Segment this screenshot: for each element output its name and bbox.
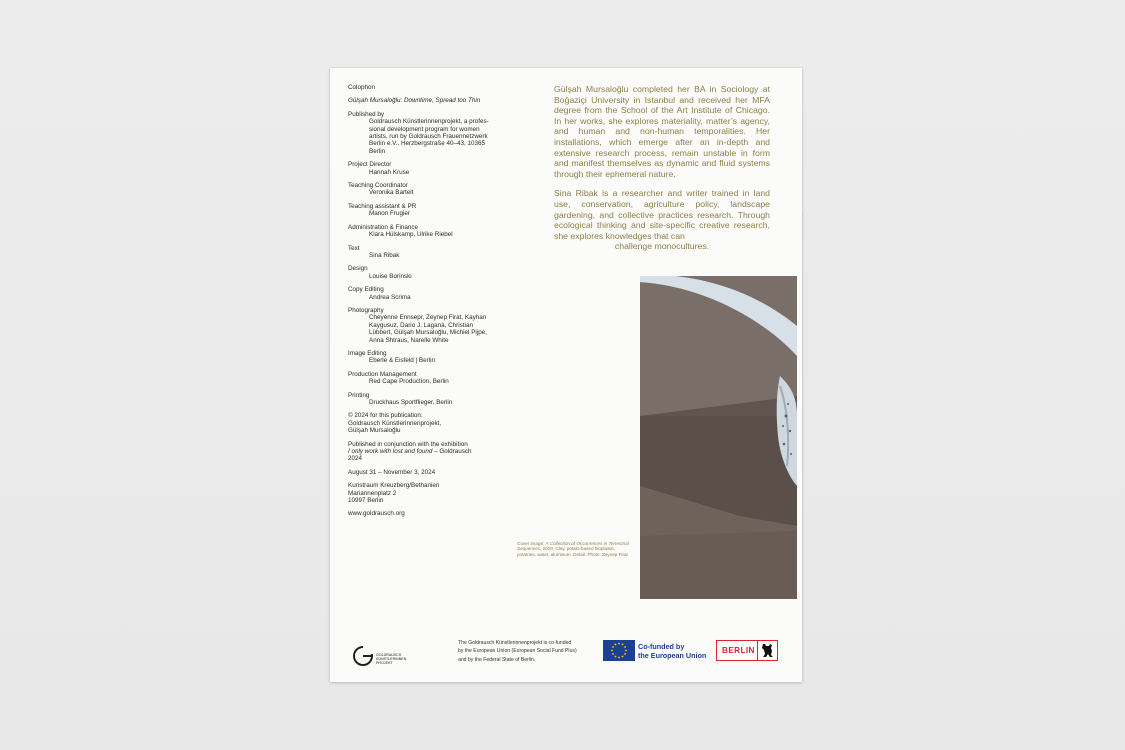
funding-line: by the European Union (European Social Fund Plus)	[458, 648, 577, 655]
credit-name: Eberle & Eisfeld | Berlin	[369, 357, 436, 365]
credit-entry	[348, 286, 508, 301]
venue-line: Kunstraum Kreuzberg/Bethanien	[348, 482, 440, 490]
eu-label-line: the European Union	[638, 651, 707, 660]
artwork-photo-image	[640, 276, 797, 599]
eu-star	[622, 644, 624, 646]
eu-star	[615, 644, 617, 646]
eu-star	[624, 653, 626, 655]
venue-line: Mariannenplatz 2	[348, 489, 397, 497]
credit-role: Administration & Finance	[348, 223, 418, 231]
eu-star	[611, 650, 613, 652]
exhibition-dates: August 31 – November 3, 2024	[348, 468, 436, 476]
exhibition-title: I only work with lost and found	[348, 448, 433, 456]
writer-bio: Sina Ribak is a researcher and writer trained in land use, conservation, agriculture policy, landscape gardening, and collective practices research. Through ecological thinking and site-specific creative research, she explores knowledges that can challenge monocultures.	[554, 188, 770, 252]
eu-flag-icon	[603, 640, 635, 661]
credit-name: Kaygusuz, Dario J. Laganà, Christian	[369, 321, 473, 329]
credit-entry	[348, 307, 508, 344]
credit-role: Teaching Coordinator	[348, 182, 408, 190]
biography-text	[554, 84, 770, 261]
eu-star	[612, 653, 614, 655]
eu-star	[615, 656, 617, 658]
eu-star	[624, 646, 626, 648]
credit-name: Klara Hülskamp, Ulrike Riebel	[369, 231, 453, 239]
credit-role: Design	[348, 265, 368, 273]
credit-name: Anna Shtraus, Narelle White	[369, 336, 449, 344]
credit-name: Louise Borinski	[369, 272, 412, 280]
credit-name: Manon Frugier	[369, 210, 410, 218]
credit-name: Cheyenne Ennsepr, Zeynep Firat, Kayhan	[369, 314, 487, 322]
eu-star	[622, 656, 624, 658]
credit-entry	[348, 392, 508, 407]
artwork-photo	[640, 276, 797, 599]
credit-role: Image Editing	[348, 349, 387, 357]
venue-line: 10997 Berlin	[348, 497, 384, 505]
credit-entry	[348, 265, 508, 280]
credit-role: Copy Editing	[348, 286, 384, 294]
credits-list	[348, 161, 508, 406]
credit-role: Photography	[348, 306, 384, 314]
publisher-text	[348, 118, 508, 155]
credit-name: Druckhaus Sportflieger, Berlin	[369, 399, 453, 406]
logo-line-3: PROJEKT	[376, 661, 393, 665]
publisher-line: Berlin	[369, 147, 386, 155]
copyright-line: Goldrausch Künstlerinnenprojekt,	[348, 419, 442, 427]
venue-address	[348, 482, 508, 504]
website-link[interactable]: www.goldrausch.org	[348, 510, 405, 518]
credit-entry	[348, 224, 508, 239]
publisher-line: artists, run by Goldrausch Frauennetzwerk	[369, 133, 488, 141]
credit-role: Teaching assistant & PR	[348, 202, 417, 210]
credit-role: Printing	[348, 391, 370, 399]
credit-entry	[348, 371, 508, 386]
eu-star	[618, 643, 620, 645]
credit-entry	[348, 161, 508, 176]
credit-entry	[348, 350, 508, 365]
published-by: Published by Goldrausch Künstlerinnenprojekt, a profes- sional development program for women artists, run by Goldrausch Frauennetzwerk Berlin e.V., Herzbergstraße 40–43, 10365 Berlin	[348, 111, 508, 155]
artist-bio: Gülşah Mursaloğlu completed her BA in Sociology at Boğaziçi University in Istanbul and received her MFA degree from the School of the Art Institute of Chicago. In her works, she explores materiality, matter’s agency, and human and non-human temporalities. Her installations, which emerge after an in-depth and extensive research process, remain unstable in form and manifest themselves as dynamic and fluid systems through their ephemeral nature.	[554, 84, 770, 179]
copyright-line: Gülşah Mursaloğlu	[348, 427, 401, 435]
funding-statement	[458, 639, 600, 664]
publisher-line: sional development program for women	[369, 125, 480, 133]
credit-role: Text	[348, 244, 360, 252]
berlin-logo	[716, 640, 778, 661]
credit-entry	[348, 245, 508, 260]
eu-star	[612, 646, 614, 648]
publisher-line: Goldrausch Künstlerinnenprojekt, a profes-	[369, 118, 489, 126]
copyright-notice	[348, 412, 508, 434]
berlin-label: BERLIN	[722, 646, 755, 655]
publisher-line: Berlin e.V., Herzbergstraße 40–43, 10365	[369, 140, 485, 148]
colophon-heading: Colophon	[348, 84, 375, 91]
credit-name: Sina Ribak	[369, 251, 400, 259]
eu-star	[618, 657, 620, 659]
goldrausch-logo	[352, 642, 412, 670]
exhibition-note: Published in conjunction with the exhibition I only work with lost and found – Goldrausch 2024	[348, 440, 472, 463]
colophon-subtitle: Gülşah Mursaloğlu: Downtime, Spread too Thin	[348, 97, 481, 105]
berlin-bear-icon	[757, 641, 777, 660]
eu-star	[625, 650, 627, 652]
credit-entry	[348, 182, 508, 197]
credit-name: Andrea Scrima	[369, 293, 411, 301]
booklet-back-cover	[330, 68, 802, 682]
logo-line-1: GOLDRAUSCH	[376, 653, 402, 657]
eu-cofunded-label	[638, 642, 706, 660]
funding-footer	[330, 633, 802, 673]
colophon	[348, 84, 508, 524]
credit-name: Red Cape Production, Berlin	[369, 378, 449, 386]
credit-name: Hannah Kruse	[369, 168, 410, 176]
logo-line-2: KÜNSTLERINNEN	[376, 657, 407, 661]
credit-role: Project Director	[348, 161, 392, 169]
eu-label-line: Co-funded by	[638, 642, 685, 651]
funding-line: The Goldrausch Künstlerinnenprojekt is co-funded	[458, 640, 572, 646]
copyright-line: © 2024 for this publication:	[348, 412, 423, 420]
credit-role: Production Management	[348, 370, 417, 378]
cover-image-caption: Cover image: A Collection of Occurrences in Terrestrial Sequences, 2020, Clay, potato-based bioplastic, potatoes, water, aluminum. Detail. Photo: Zeynep Firat	[517, 541, 629, 557]
funding-line: and by the Federal State of Berlin.	[458, 656, 536, 663]
credit-name: Veronika Bartelt	[369, 189, 414, 197]
credit-entry	[348, 203, 508, 218]
credit-name: Lübbert, Gülşah Mursaloğlu, Michiel Pijpe,	[369, 329, 487, 337]
